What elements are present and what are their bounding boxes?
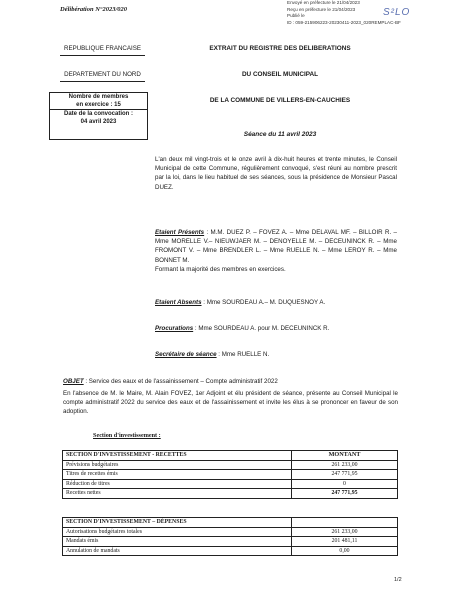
- row-value: 247 771,95: [292, 489, 398, 499]
- table-row: [63, 479, 398, 489]
- objet-body: En l'absence de M. le Maire, M. Alain FOVEZ, 1er Adjoint et élu président de séance, présente au Conseil Municipal le compte administratif 2022 du service des eaux et de l'assainissement et invite les élus à se prononcer en faveur de son adoption.: [63, 390, 398, 416]
- row-value: 247 771,95: [292, 470, 398, 480]
- stamp-line: ID : 059-215906223-20230411-2023_020REMPLAC-BF: [287, 19, 401, 25]
- membres-label: Nombre de membres: [68, 94, 129, 100]
- row-label: Mandats émis: [63, 537, 292, 547]
- table-row: [63, 470, 398, 480]
- secretaire-paragraph: [155, 350, 397, 359]
- row-label: Annulation de mandats: [63, 546, 292, 556]
- row-value: 0,00: [292, 546, 398, 556]
- absents-label: Etaient Absents: [155, 299, 202, 306]
- prefecture-stamp: [287, 0, 447, 40]
- objet-line: [63, 377, 403, 386]
- republique-heading: REPUBLIQUE FRANCAISE: [63, 45, 142, 52]
- page-number: 1/2: [394, 577, 402, 583]
- presents-paragraph: [155, 228, 397, 274]
- convocation-date: 04 avril 2023: [80, 119, 117, 125]
- procurations-paragraph: [155, 324, 397, 333]
- absents-list: : Mme SOURDEAU A.– M. DUQUESNOY A.: [201, 299, 326, 306]
- table-row: [63, 489, 398, 499]
- table-header-label: SECTION D'INVESTISSEMENT – DÉPENSES: [63, 518, 292, 528]
- recettes-table: [62, 450, 398, 499]
- stamp-line: Envoyé en préfecture le 21/04/2023: [287, 0, 360, 5]
- procurations-label: Procurations: [155, 325, 194, 332]
- absents-paragraph: [155, 298, 397, 307]
- extrait-heading: EXTRAIT DU REGISTRE DES DELIBERATIONS: [209, 45, 351, 52]
- table-header-label: SECTION D'INVESTISSEMENT - RECETTES: [63, 451, 292, 461]
- intro-paragraph: L'an deux mil vingt-trois et le onze avril à dix-huit heures et trente minutes, le Conseil Municipal de cette Commune, régulièrement convoqué, s'est réuni au nombre prescrit par la loi, dans le lieu habituel de ses séances, sous la présidence de Monsieur Pascal DUEZ.: [155, 156, 397, 191]
- table-row: [63, 537, 398, 547]
- row-label: Autorisations budgétaires totales: [63, 527, 292, 537]
- secretaire-label: Secrétaire de séance: [155, 351, 217, 358]
- objet-text: : Service des eaux et de l'assainissement – Compte administratif 2022: [83, 378, 278, 385]
- row-label: Réduction de titres: [63, 479, 292, 489]
- commune-heading: DE LA COMMUNE DE VILLERS-EN-CAUCHIES: [209, 97, 351, 104]
- majorite-text: Formant la majorité des membres en exercices.: [155, 265, 286, 273]
- seance-date: Séance du 11 avril 2023: [243, 131, 317, 138]
- presents-label: Etaient Présents: [155, 229, 205, 236]
- row-value: 0: [292, 479, 398, 489]
- row-value: 261 233,00: [292, 527, 398, 537]
- row-value: 201 481,11: [292, 537, 398, 547]
- row-value: 261 233,00: [292, 460, 398, 470]
- secretaire-name: : Mme RUELLE N.: [216, 351, 270, 358]
- stamp-signature: S²LO: [383, 7, 411, 18]
- deliberation-number: Délibération N°2023/020: [60, 6, 128, 13]
- stamp-line: Reçu en préfecture le 21/04/2023: [287, 6, 356, 12]
- divider: [60, 55, 145, 56]
- convocation-label: Date de la convocation :: [63, 111, 133, 117]
- conseil-heading: DU CONSEIL MUNICIPAL: [241, 71, 319, 78]
- table-row: [63, 460, 398, 470]
- row-label: Recettes nettes: [63, 489, 292, 499]
- departement-heading: DEPARTEMENT DU NORD: [64, 71, 141, 78]
- table-header-row: [63, 518, 398, 528]
- presents-list: : M.M. DUEZ P. – FOVEZ A. – Mme DELAVAL MF. – BILLOIR R. – Mme MORELLE V.– NIEUWJAER M. – DENOYELLE M. – DECEUNINCK R. – Mme FROMONT V. – Mme BRENDLER L. – Mme RUELLE N. – Mme LEROY R. – Mme BONNET M.: [155, 229, 397, 264]
- table-header-value: [292, 518, 398, 528]
- table-row: [63, 546, 398, 556]
- objet-label: OBJET: [63, 378, 84, 385]
- row-label: Prévisions budgétaires: [63, 460, 292, 470]
- depenses-table: [62, 517, 398, 556]
- membres-value: en exercice : 15: [76, 102, 121, 108]
- stamp-line: Publié le: [287, 13, 305, 19]
- divider: [60, 81, 145, 82]
- section-title: Section d'investissement :: [93, 432, 161, 439]
- table-header-value: MONTANT: [292, 451, 398, 461]
- table-header-row: [63, 451, 398, 461]
- row-label: Titres de recettes émis: [63, 470, 292, 480]
- procurations-list: : Mme SOURDEAU A. pour M. DECEUNINCK R.: [193, 325, 330, 332]
- membres-box: [49, 92, 148, 140]
- table-row: [63, 527, 398, 537]
